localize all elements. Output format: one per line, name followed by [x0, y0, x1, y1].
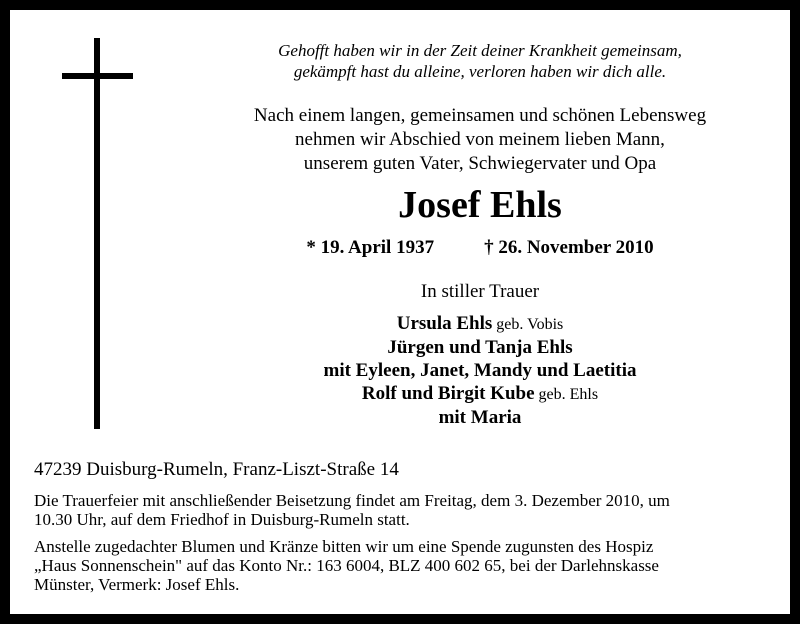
- mourner-entry: Ursula Ehls geb. Vobis: [396, 313, 564, 334]
- quote-line: Gehofft haben wir in der Zeit deiner Krankheit gemeinsam,: [278, 41, 682, 60]
- mourning-heading: In stiller Trauer: [420, 281, 540, 302]
- death-date: † 26. November 2010: [484, 237, 654, 258]
- memorial-quote: [200, 40, 760, 82]
- donation-line: Münster, Vermerk: Josef Ehls.: [34, 575, 240, 594]
- intro-line: nehmen wir Abschied von meinem lieben Mann,: [295, 129, 665, 150]
- intro-text: [200, 104, 760, 176]
- donation-info: [34, 537, 764, 594]
- intro-line: unserem guten Vater, Schwiegervater und Opa: [303, 153, 657, 174]
- funeral-info: [34, 491, 764, 529]
- life-dates: [200, 236, 760, 260]
- mourner-entry: Rolf und Birgit Kube geb. Ehls: [361, 383, 599, 404]
- family-address: 47239 Duisburg-Rumeln, Franz-Liszt-Straße 14: [34, 459, 399, 480]
- cross-vertical-bar: [94, 38, 100, 429]
- donation-line: „Haus Sonnenschein" auf das Konto Nr.: 163 6004, BLZ 400 602 65, bei der Darlehnskasse: [34, 556, 659, 575]
- quote-line: gekämpft hast du alleine, verloren haben wir dich alle.: [293, 62, 667, 81]
- donation-line: Anstelle zugedachter Blumen und Kränze bitten wir um eine Spende zugunsten des Hospiz: [34, 537, 654, 556]
- mourner-entry: mit Eyleen, Janet, Mandy und Laetitia: [323, 360, 637, 381]
- mourner-entry: Jürgen und Tanja Ehls: [387, 337, 573, 358]
- funeral-line: Die Trauerfeier mit anschließender Beisetzung findet am Freitag, dem 3. Dezember 2010, um: [34, 491, 670, 510]
- intro-line: Nach einem langen, gemeinsamen und schönen Lebensweg: [253, 105, 707, 126]
- cross-horizontal-bar: [62, 73, 133, 79]
- birth-date: * 19. April 1937: [306, 237, 435, 258]
- deceased-name: Josef Ehls: [398, 184, 562, 226]
- mourners-list: [200, 312, 760, 429]
- funeral-line: 10.30 Uhr, auf dem Friedhof in Duisburg-Rumeln statt.: [34, 510, 410, 529]
- mourner-entry: mit Maria: [438, 407, 522, 428]
